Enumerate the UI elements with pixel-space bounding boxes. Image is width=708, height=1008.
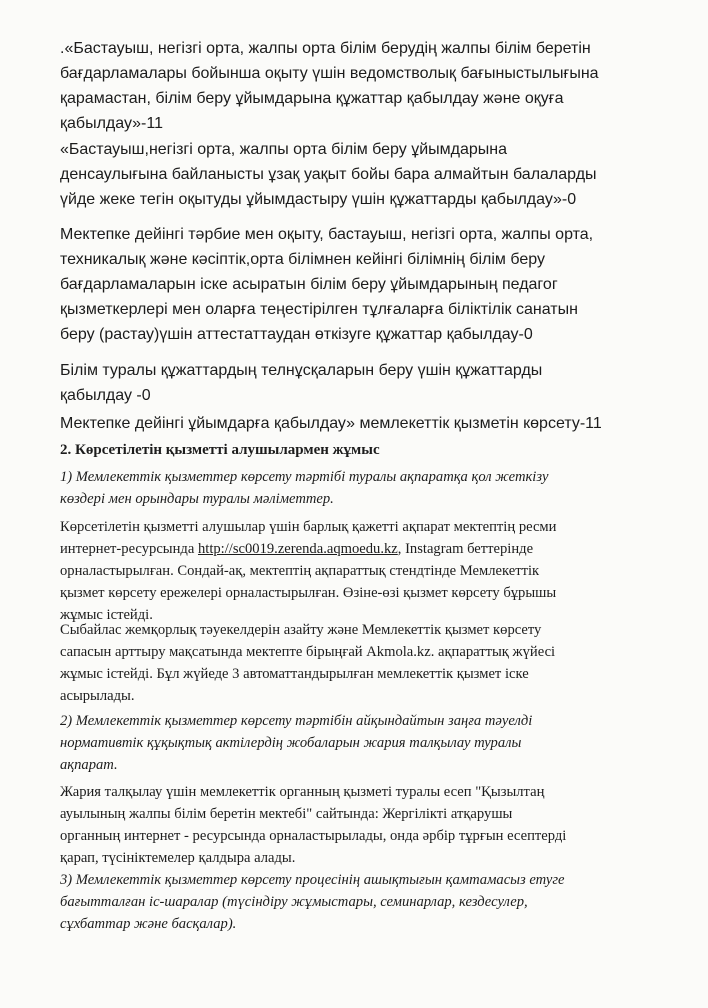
text-line: бағдарламалары бойынша оқыту үшін ведомстволық бағыныстылығына [60,65,599,82]
text-line: қабылдау -0 [60,387,151,404]
subsection-title-public-discussion [60,710,690,776]
text-line: асырылады. [60,688,135,704]
section-heading: 2. Көрсетілетін қызметті алушылармен жұмыс [60,442,380,458]
text-line: бағытталған іс-шаралар (түсіндіру жұмыстары, семинарлар, кездесулер, [60,894,528,910]
paragraph-report-publication [60,781,690,869]
text-line: ауылының жалпы білім беретін мектебі" сайтында: Жергілікті атқарушы [60,806,513,822]
text-fragment: интернет-ресурсында [60,541,198,557]
text-line: Көрсетілетін қызметті алушылар үшін барлық қажетті ақпарат мектептің ресми [60,519,557,535]
subsection-title-info-sources [60,466,690,510]
text-line: Жария талқылау үшін мемлекеттік органның қызметі туралы есеп "Қызылтаң [60,784,545,800]
text-line: .«Бастауыш, негізгі орта, жалпы орта білім берудің жалпы білім беретін [60,40,591,57]
text-line: 3) Мемлекеттік қызметтер көрсету процесінің ашықтығын қамтамасыз етуге [60,872,565,888]
text-line: қызметкерлері мен оларға теңестірілген тұлғаларға біліктілік санатын [60,301,578,318]
text-line: қабылдау»-11 [60,115,163,132]
text-line: сұхбаттар және басқалар). [60,916,237,932]
text-line: жұмыс істейді. [60,607,153,623]
text-line: ақпарат. [60,757,118,773]
paragraph-teacher-attestation [60,222,690,347]
text-line: қызмет көрсету ережелері орналастырылған. Өзіне-өзі қызмет көрсету бұрышы [60,585,557,601]
text-line: қарап, түсініктемелер қалдыра алады. [60,850,296,866]
text-line: нормативтік құқықтық актілердің жобаларын жария талқылау туралы [60,735,522,751]
text-line: үйде жеке тегін оқытуды ұйымдастыру үшін құжаттарды қабылдау»-0 [60,191,577,208]
paragraph-preschool-admission [60,411,690,436]
paragraph-admission-general-education [60,36,690,136]
text-line: 2) Мемлекеттік қызметтер көрсету тәртібін айқындайтын заңға тәуелді [60,713,533,729]
text-line [60,538,690,560]
text-line: жұмыс істейді. Бұл жүйеде 3 автоматтандырылған мемлекеттік қызмет іске [60,666,529,682]
text-line: қарамастан, білім беру ұйымдарына құжаттар қабылдау және оқуға [60,90,564,107]
text-line: орналастырылған. Сондай-ақ, мектептің ақпараттық стендтінде Мемлекеттік [60,563,540,579]
paragraph-anticorruption [60,619,690,707]
text-line: Білім туралы құжаттардың телнұсқаларын беру үшін құжаттарды [60,362,543,379]
paragraph-document-duplicates [60,358,690,408]
text-line: бағдарламаларын іске асыратын білім беру ұйымдарының педагог [60,276,558,293]
text-line: беру (растау)үшін аттестаттаудан өткізуге құжаттар қабылдау-0 [60,326,533,343]
text-line: техникалық және кәсіптік,орта білімнен кейінгі білімнің білім беру [60,251,545,268]
text-line: Сыбайлас жемқорлық тәуекелдерін азайту және Мемлекеттік қызмет көрсету [60,622,542,638]
text-line: «Бастауыш,негізгі орта, жалпы орта білім беру ұйымдарына [60,141,508,158]
text-line: органның интернет - ресурсында орналастырылады, онда әрбір тұрғын есептерді [60,828,567,844]
school-website-link[interactable]: http://sc0019.zerenda.aqmoedu.kz [197,541,398,557]
text-line: Мектепке дейінгі тәрбие мен оқыту, бастауыш, негізгі орта, жалпы орта, [60,226,594,243]
paragraph-home-schooling [60,137,690,212]
text-fragment: , Instagram беттерінде [397,541,534,557]
text-line: денсаулығына байланысты ұзақ уақыт бойы бара алмайтын балаларды [60,166,597,183]
text-line: сапасын арттыру мақсатында мектепте бірыңғай Akmola.kz. ақпараттық жүйесі [60,644,556,660]
text-line: 1) Мемлекеттік қызметтер көрсету тәртібі туралы ақпаратқа қол жеткізу [60,469,549,485]
paragraph-school-website [60,516,690,626]
text-line: көздері мен орындары туралы мәліметтер. [60,491,334,507]
text-line: Мектепке дейінгі ұйымдарға қабылдау» мемлекеттік қызметін көрсету-11 [60,415,602,432]
subsection-title-transparency-measures [60,869,690,935]
